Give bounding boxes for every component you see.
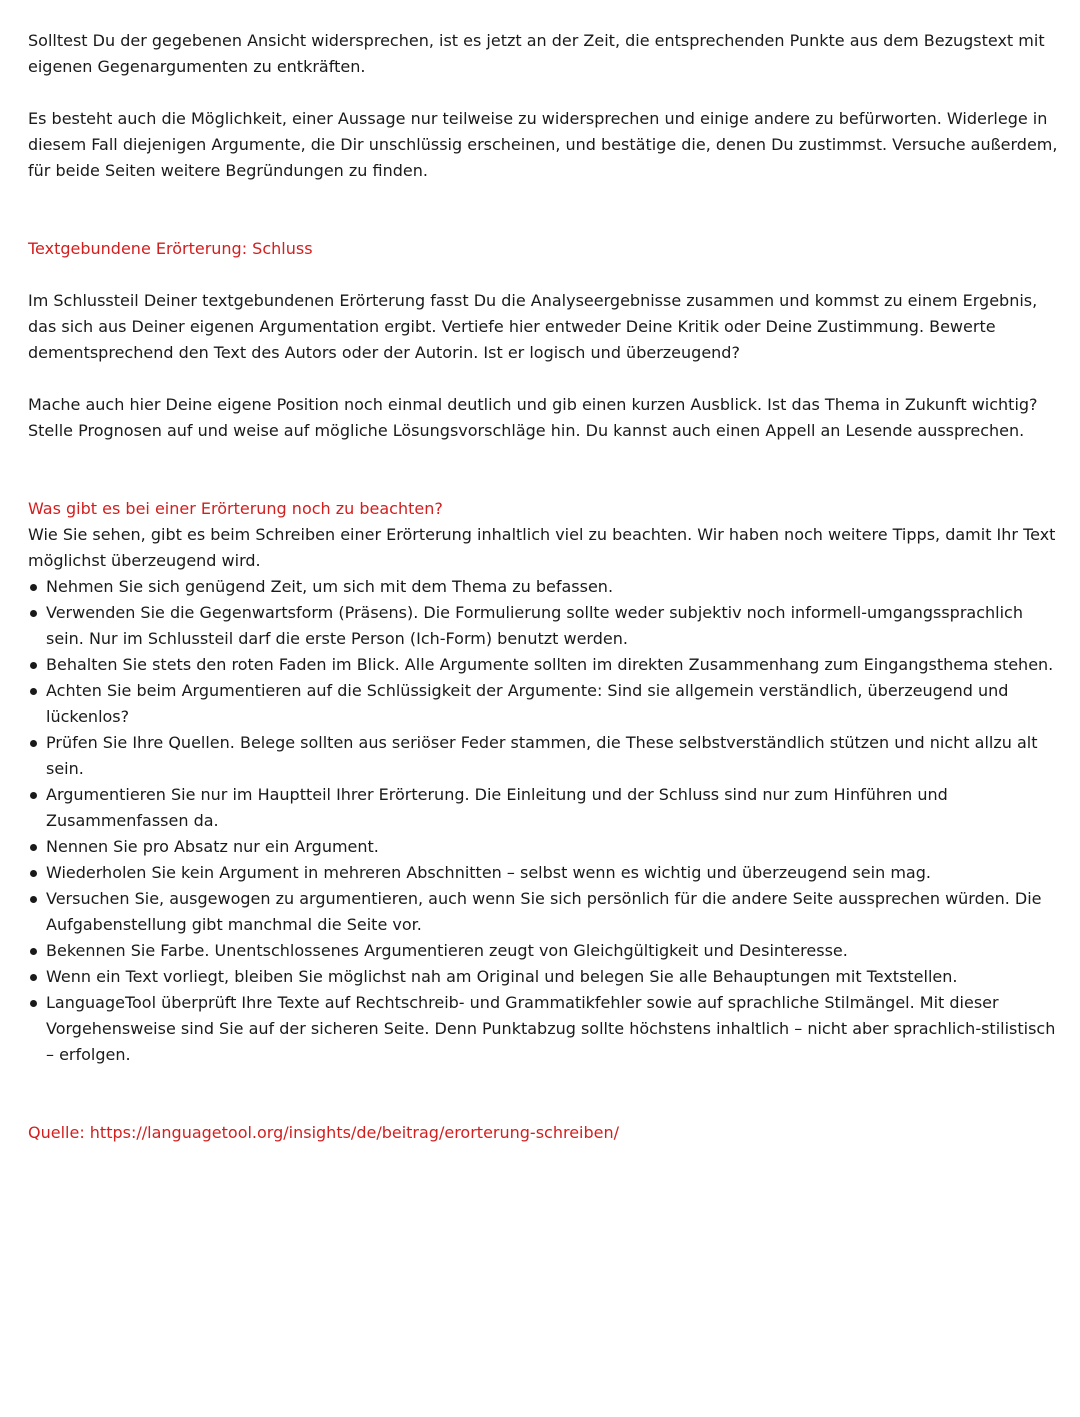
intro-paragraph-1: Solltest Du der gegebenen Ansicht widersprechen, ist es jetzt an der Zeit, die entsprechenden Punkte aus dem Bezugstext mit eigenen Gegenargumenten zu entkräften. [28,31,1045,76]
list-item [28,574,1058,600]
list-item-text: Nehmen Sie sich genügend Zeit, um sich mit dem Thema zu befassen. [46,577,614,596]
list-item-text: Wiederholen Sie kein Argument in mehreren Abschnitten – selbst wenn es wichtig und überzeugend sein mag. [46,863,931,882]
list-item-text: Achten Sie beim Argumentieren auf die Schlüssigkeit der Argumente: Sind sie allgemein verständlich, überzeugend und lückenlos? [46,681,1009,726]
bullet-icon [30,662,37,669]
list-item-text: Nennen Sie pro Absatz nur ein Argument. [46,837,379,856]
tips-heading: Was gibt es bei einer Erörterung noch zu beachten? [28,499,443,518]
schluss-paragraph-2: Mache auch hier Deine eigene Position noch einmal deutlich und gib einen kurzen Ausblick. Ist das Thema in Zukunft wichtig? Stelle Prognosen auf und weise auf mögliche Lösungsvorschläge hin. Du kannst auch einen Appell an Lesende aussprechen. [28,395,1038,440]
list-item-text: Argumentieren Sie nur im Hauptteil Ihrer Erörterung. Die Einleitung und der Schluss sind nur zum Hinführen und Zusammenfassen da. [46,785,948,830]
list-item-text: Versuchen Sie, ausgewogen zu argumentieren, auch wenn Sie sich persönlich für die andere Seite aussprechen würden. Die Aufgabenstellung gibt manchmal die Seite vor. [46,889,1042,934]
bullet-icon [30,974,37,981]
source-link[interactable]: Quelle: https://languagetool.org/insights/de/beitrag/erorterung-schreiben/ [28,1123,620,1142]
list-item [28,600,1058,652]
list-item [28,860,1058,886]
bullet-icon [30,844,37,851]
list-item [28,886,1058,938]
schluss-heading: Textgebundene Erörterung: Schluss [28,239,313,258]
list-item-text: Verwenden Sie die Gegenwartsform (Präsens). Die Formulierung sollte weder subjektiv noch informell-umgangssprachlich sein. Nur im Schlussteil darf die erste Person (Ich-Form) benutzt werden. [46,603,1023,648]
list-item-text: Prüfen Sie Ihre Quellen. Belege sollten aus seriöser Feder stammen, die These selbstverständlich stützen und nicht allzu alt sein. [46,733,1038,778]
list-item [28,652,1058,678]
schluss-paragraph-1: Im Schlussteil Deiner textgebundenen Erörterung fasst Du die Analyseergebnisse zusammen und kommst zu einem Ergebnis, das sich aus Deiner eigenen Argumentation ergibt. Vertiefe hier entweder Deine Kritik oder Deine Zustimmung. Bewerte dementsprechend den Text des Autors oder der Autorin. Ist er logisch und überzeugend? [28,291,1038,362]
tips-intro: Wie Sie sehen, gibt es beim Schreiben einer Erörterung inhaltlich viel zu beachten. Wir haben noch weitere Tipps, damit Ihr Text möglichst überzeugend wird. [28,525,1056,570]
list-item-text: Bekennen Sie Farbe. Unentschlossenes Argumentieren zeugt von Gleichgültigkeit und Desinteresse. [46,941,848,960]
list-item [28,730,1058,782]
list-item [28,782,1058,834]
bullet-icon [30,870,37,877]
list-item [28,964,1058,990]
bullet-icon [30,688,37,695]
list-item-text: Wenn ein Text vorliegt, bleiben Sie möglichst nah am Original und belegen Sie alle Behauptungen mit Textstellen. [46,967,958,986]
intro-paragraph-2: Es besteht auch die Möglichkeit, einer Aussage nur teilweise zu widersprechen und einige andere zu befürworten. Widerlege in diesem Fall diejenigen Argumente, die Dir unschlüssig erscheinen, und bestätige die, denen Du zustimmst. Versuche außerdem, für beide Seiten weitere Begründungen zu finden. [28,109,1058,180]
list-item [28,938,1058,964]
bullet-icon [30,610,37,617]
list-item-text: LanguageTool überprüft Ihre Texte auf Rechtschreib- und Grammatikfehler sowie auf sprachliche Stilmängel. Mit dieser Vorgehensweise sind Sie auf der sicheren Seite. Denn Punktabzug sollte höchstens inhaltlich – nicht aber sprachlich-stilistisch – erfolgen. [46,993,1056,1064]
tips-list [28,574,1058,1068]
list-item-text: Behalten Sie stets den roten Faden im Blick. Alle Argumente sollten im direkten Zusammenhang zum Eingangsthema stehen. [46,655,1054,674]
document-page [28,28,1058,1146]
bullet-icon [30,792,37,799]
bullet-icon [30,948,37,955]
bullet-icon [30,1000,37,1007]
list-item [28,678,1058,730]
bullet-icon [30,584,37,591]
bullet-icon [30,740,37,747]
bullet-icon [30,896,37,903]
list-item [28,834,1058,860]
list-item [28,990,1058,1068]
